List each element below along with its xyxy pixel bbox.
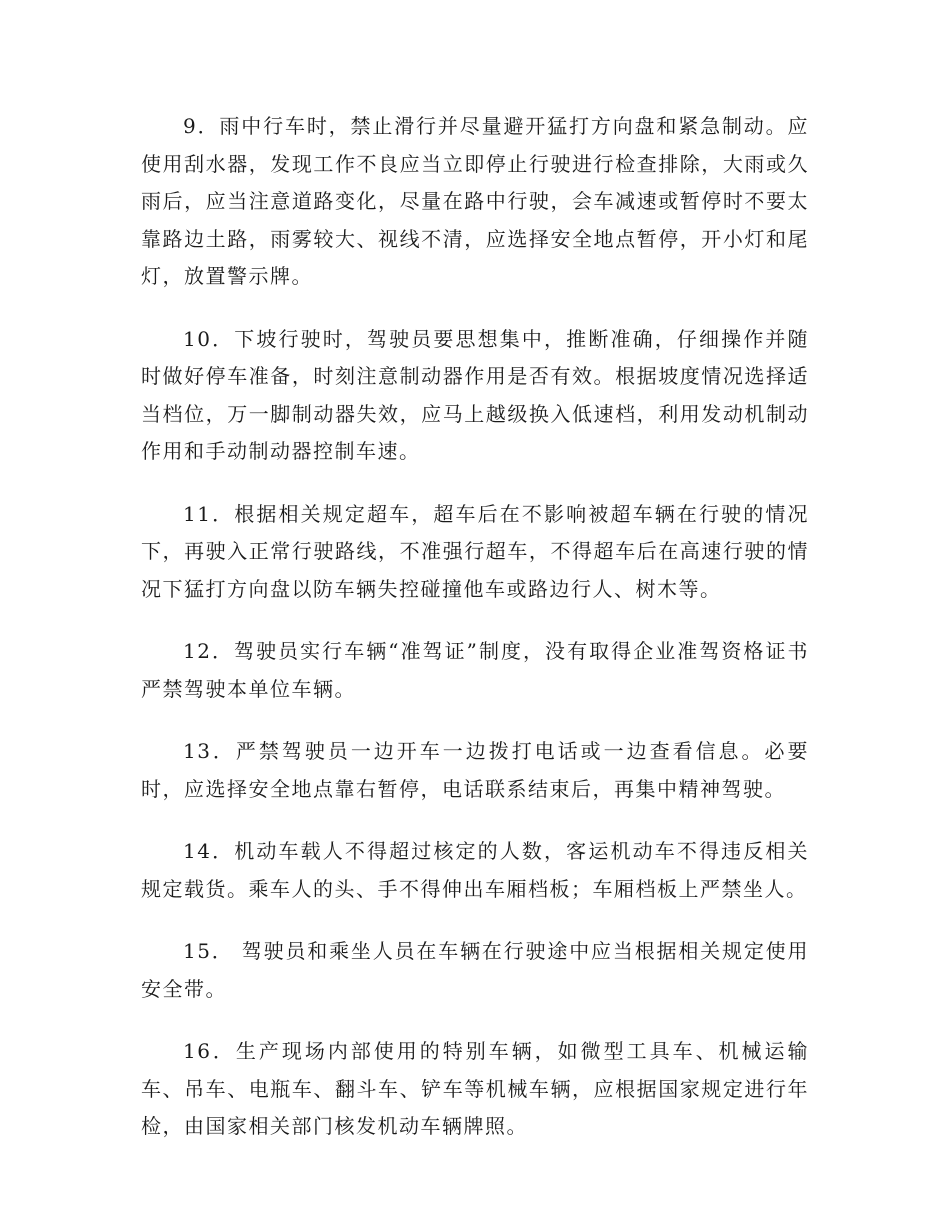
paragraph-15: 15． 驾驶员和乘坐人员在车辆在行驶途中应当根据相关规定使用安全带。	[141, 939, 809, 1001]
paragraph-12: 12．驾驶员实行车辆“准驾证”制度，没有取得企业准驾资格证书严禁驾驶本单位车辆。	[141, 639, 809, 701]
paragraph-16: 16．生产现场内部使用的特别车辆，如微型工具车、机械运输车、吊车、电瓶车、翻斗车、铲车等机械车辆，应根据国家规定进行年检，由国家相关部门核发机动车辆牌照。	[141, 1039, 809, 1138]
paragraph-14: 14．机动车载人不得超过核定的人数，客运机动车不得违反相关规定载货。乘车人的头、手不得伸出车厢档板；车厢档板上严禁坐人。	[141, 839, 809, 901]
paragraph-13: 13．严禁驾驶员一边开车一边拨打电话或一边查看信息。必要时，应选择安全地点靠右暂停，电话联系结束后，再集中精神驾驶。	[141, 739, 809, 801]
paragraph-9: 9．雨中行车时，禁止滑行并尽量避开猛打方向盘和紧急制动。应使用刮水器，发现工作不良应当立即停止行驶进行检查排除，大雨或久雨后，应当注意道路变化，尽量在路中行驶，会车减速或暂停时不要太靠路边土路，雨雾较大、视线不清，应选择安全地点暂停，开小灯和尾灯，放置警示牌。	[141, 114, 809, 288]
document-body	[141, 108, 809, 1146]
paragraph-11: 11．根据相关规定超车，超车后在不影响被超车辆在行驶的情况下，再驶入正常行驶路线，不准强行超车，不得超车后在高速行驶的情况下猛打方向盘以防车辆失控碰撞他车或路边行人、树木等。	[141, 501, 809, 601]
paragraph-10: 10．下坡行驶时，驾驶员要思想集中，推断准确，仔细操作并随时做好停车准备，时刻注意制动器作用是否有效。根据坡度情况选择适当档位，万一脚制动器失效，应马上越级换入低速档，利用发动机制动作用和手动制动器控制车速。	[141, 326, 809, 463]
